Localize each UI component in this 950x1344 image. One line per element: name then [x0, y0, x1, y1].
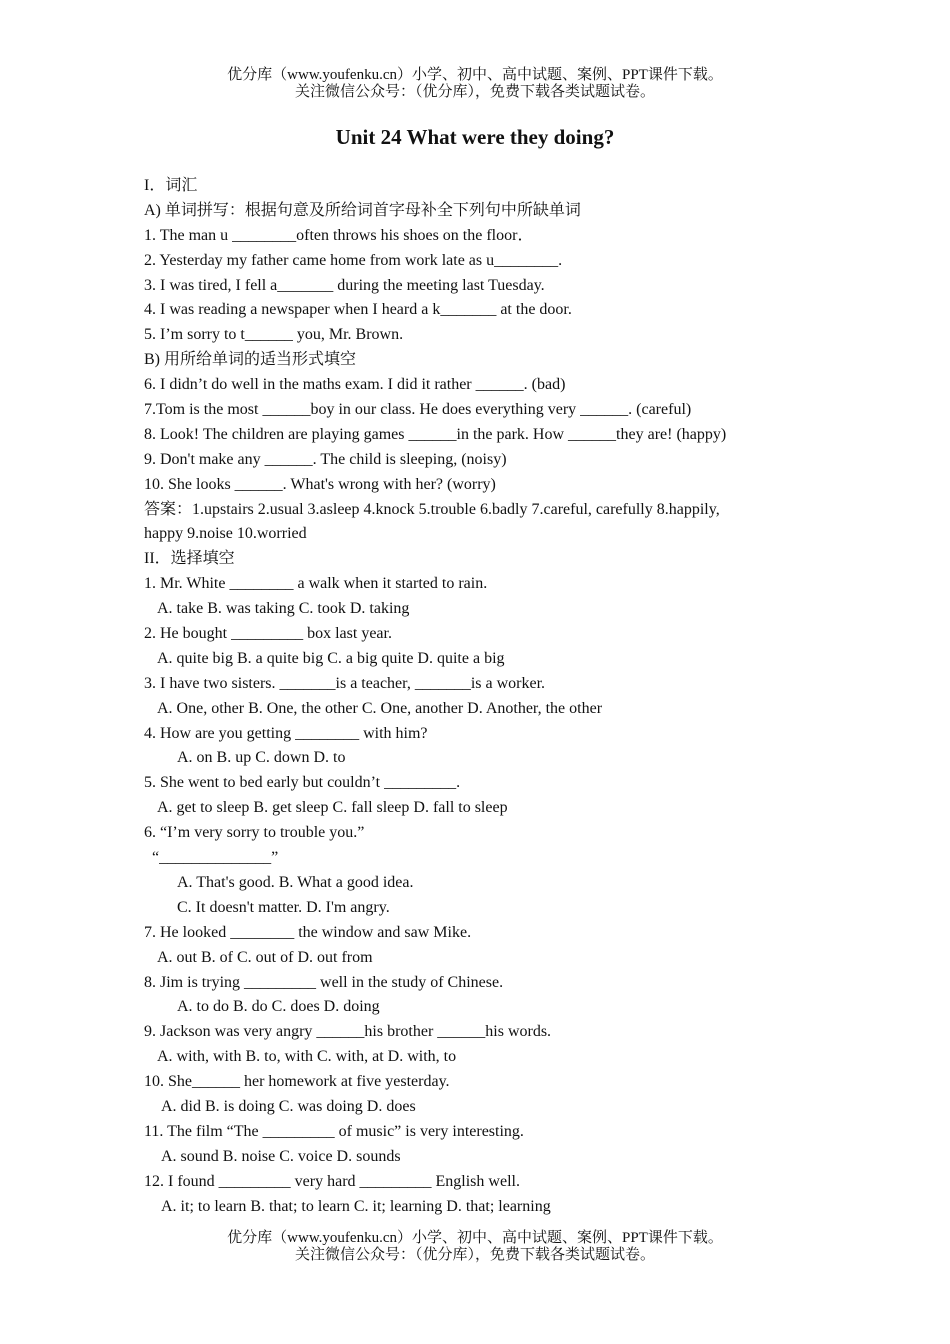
answer-options: A. take B. was taking C. took D. taking: [157, 600, 410, 618]
question: 8. Look! The children are playing games ______in the park. How ______they are! (happy): [144, 425, 727, 443]
question: 8. Jim is trying _________ well in the study of Chinese.: [144, 973, 504, 991]
answer-options: A. on B. up C. down D. to: [177, 749, 346, 767]
answer-options: A. get to sleep B. get sleep C. fall sleep D. fall to sleep: [157, 799, 508, 817]
section-heading: I．词汇: [144, 177, 198, 194]
subsection-heading: A) 单词拼写：根据句意及所给词首字母补全下列句中所缺单词: [144, 201, 581, 219]
question: 6. “I’m very sorry to trouble you.”: [144, 824, 365, 842]
answer-options: A. it; to learn B. that; to learn C. it; learning D. that; learning: [161, 1197, 551, 1215]
question: 12. I found _________ very hard _________ English well.: [144, 1172, 520, 1190]
question: 9. Don't make any ______. The child is sleeping, (noisy): [144, 450, 507, 468]
page-footer: [0, 1230, 950, 1264]
answer-options: A. That's good. B. What a good idea.: [177, 873, 414, 891]
question: 7.Tom is the most ______boy in our class. He does everything very ______. (careful): [144, 401, 692, 419]
answer-options: C. It doesn't matter. D. I'm angry.: [177, 898, 390, 916]
answer-options: A. did B. is doing C. was doing D. does: [161, 1097, 416, 1115]
question: 4. I was reading a newspaper when I heard a k_______ at the door.: [144, 301, 572, 319]
question: 1. The man u ________often throws his shoes on the floor．: [144, 226, 534, 244]
question: 7. He looked ________ the window and saw Mike.: [144, 923, 472, 941]
question: 3. I was tired, I fell a_______ during the meeting last Tuesday.: [144, 276, 545, 294]
footer-line-2: 关注微信公众号：（优分库），免费下载各类试题试卷。: [294, 1247, 655, 1263]
page-title: Unit 24 What were they doing?: [335, 125, 615, 149]
answer-options: A. quite big B. a quite big C. a big quite D. quite a big: [157, 649, 505, 667]
answer-options: A. with, with B. to, with C. with, at D. with, to: [157, 1048, 457, 1066]
question: 10. She looks ______. What's wrong with her? (worry): [144, 475, 496, 493]
header-line-1: 优分库（www.youfenku.cn）小学、初中、高中试题、案例、PPT课件下载。: [227, 67, 723, 83]
question: 1. Mr. White ________ a walk when it started to rain.: [144, 575, 488, 593]
question-response-blank: “______________”: [152, 849, 279, 867]
answer-options: A. sound B. noise C. voice D. sounds: [161, 1147, 401, 1165]
subsection-heading: B) 用所给单词的适当形式填空: [144, 351, 357, 369]
question: 2. He bought _________ box last year.: [144, 625, 392, 643]
question: 4. How are you getting ________ with him?: [144, 724, 428, 742]
worksheet-body: [144, 174, 824, 1219]
question: 5. She went to bed early but couldn’t _________.: [144, 774, 461, 792]
answer-key-continued: happy 9.noise 10.worried: [144, 525, 307, 543]
answer-key: 答案：1.upstairs 2.usual 3.asleep 4.knock 5.trouble 6.badly 7.careful, carefully 8.happily,: [144, 500, 720, 518]
page-header: [0, 67, 950, 101]
question: 5. I’m sorry to t______ you, Mr. Brown.: [144, 326, 404, 344]
footer-line-1: 优分库（www.youfenku.cn）小学、初中、高中试题、案例、PPT课件下载。: [227, 1230, 723, 1246]
header-line-2: 关注微信公众号：（优分库），免费下载各类试题试卷。: [294, 84, 655, 100]
question: 10. She______ her homework at five yesterday.: [144, 1073, 450, 1091]
answer-options: A. to do B. do C. does D. doing: [177, 998, 380, 1016]
question: 6. I didn’t do well in the maths exam. I did it rather ______. (bad): [144, 376, 566, 394]
question: 2. Yesterday my father came home from work late as u________.: [144, 251, 563, 269]
question: 11. The film “The _________ of music” is very interesting.: [144, 1122, 524, 1140]
answer-options: A. out B. of C. out of D. out from: [157, 948, 373, 966]
section-heading: II．选择填空: [144, 550, 235, 568]
question: 9. Jackson was very angry ______his brother ______his words.: [144, 1023, 552, 1041]
question: 3. I have two sisters. _______is a teacher, _______is a worker.: [144, 674, 546, 692]
answer-options: A. One, other B. One, the other C. One, another D. Another, the other: [157, 699, 603, 717]
